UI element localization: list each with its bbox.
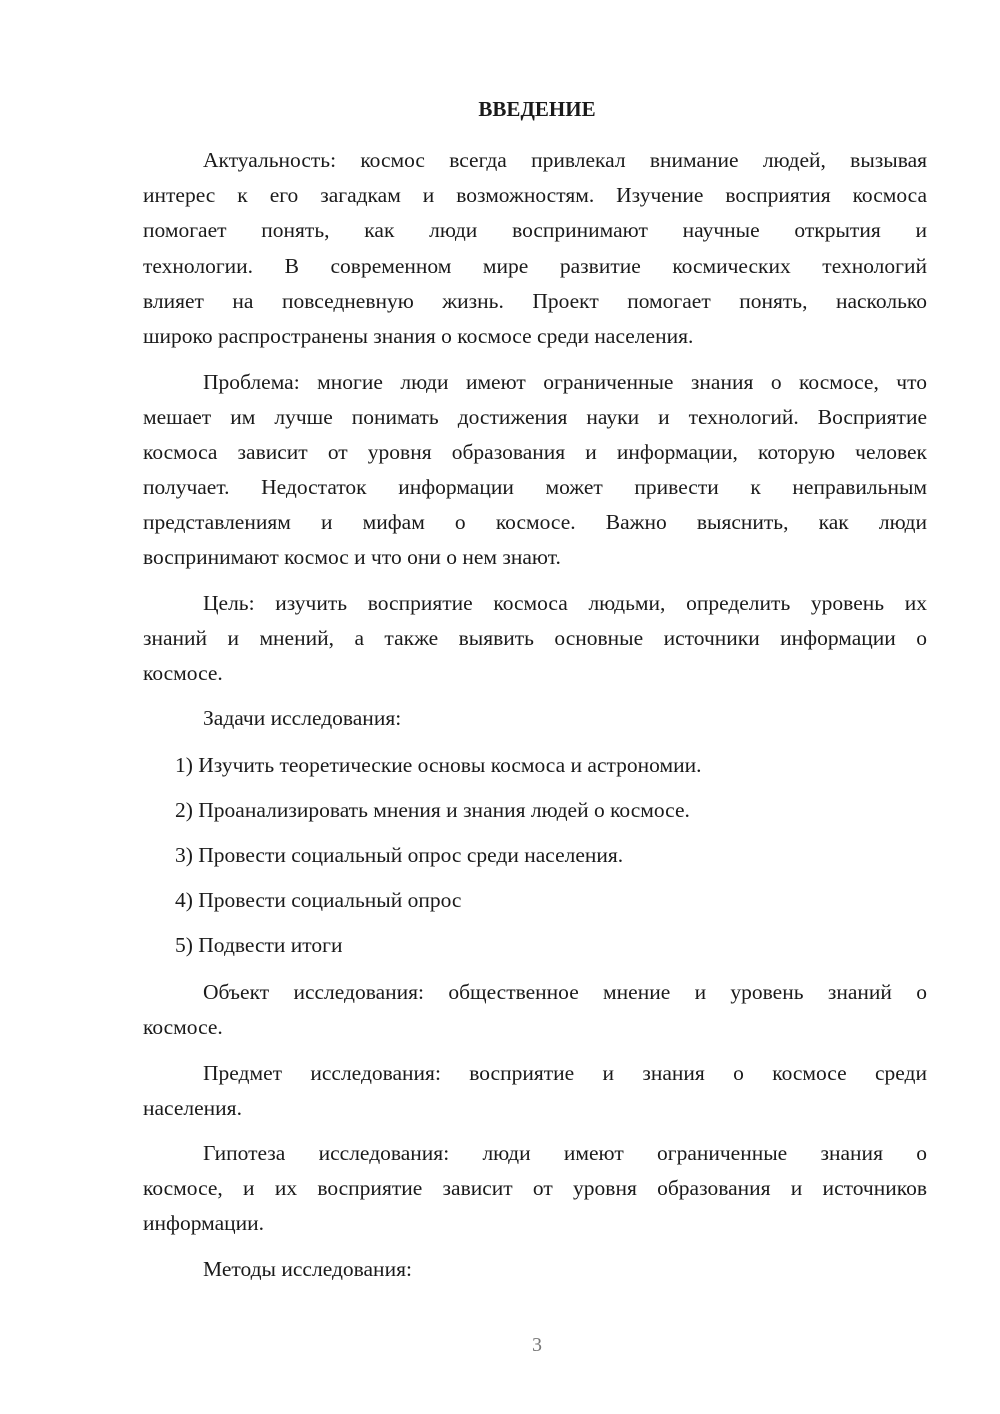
text-line: 4) Провести социальный опрос	[175, 888, 462, 912]
text-line: информации.	[143, 1211, 265, 1235]
text-line: воспринимают космос и что они о нем знают.	[143, 545, 561, 569]
text-line: Цель: изучить восприятие космоса людьми, определить уровень их	[203, 591, 927, 615]
text-line: 1) Изучить теоретические основы космоса и астрономии.	[175, 753, 702, 777]
page-number: 3	[532, 1334, 542, 1356]
text-line: космоса зависит от уровня образования и информации, которую человек	[143, 440, 927, 464]
text-line: мешает им лучше понимать достижения науки и технологий. Восприятие	[143, 405, 927, 429]
text-line: получает. Недостаток информации может привести к неправильным	[143, 475, 927, 499]
text-line: широко распространены знания о космосе среди населения.	[143, 324, 694, 348]
text-line: Проблема: многие люди имеют ограниченные знания о космосе, что	[203, 370, 927, 394]
text-line: Актуальность: космос всегда привлекал внимание людей, вызывая	[203, 148, 927, 172]
text-line: интерес к его загадкам и возможностям. Изучение восприятия космоса	[143, 183, 927, 207]
text-line: космосе.	[143, 1015, 223, 1039]
text-line: Задачи исследования:	[203, 706, 402, 730]
text-line: Гипотеза исследования: люди имеют ограниченные знания о	[203, 1141, 927, 1165]
text-line: Методы исследования:	[203, 1257, 412, 1281]
text-line: Объект исследования: общественное мнение и уровень знаний о	[203, 980, 927, 1004]
text-line: знаний и мнений, а также выявить основные источники информации о	[143, 626, 927, 650]
text-line: 3) Провести социальный опрос среди населения.	[175, 843, 624, 867]
text-line: помогает понять, как люди воспринимают научные открытия и	[143, 218, 927, 242]
text-line: населения.	[143, 1096, 242, 1120]
text-line: технологии. В современном мире развитие космических технологий	[143, 254, 927, 278]
text-line: космосе.	[143, 661, 223, 685]
text-line: 5) Подвести итоги	[175, 933, 343, 957]
text-line: представлениям и мифам о космосе. Важно выяснить, как люди	[143, 510, 927, 534]
section-title: ВВЕДЕНИЕ	[478, 97, 596, 121]
text-line: влияет на повседневную жизнь. Проект помогает понять, насколько	[143, 289, 927, 313]
text-line: космосе, и их восприятие зависит от уровня образования и источников	[143, 1176, 927, 1200]
text-line: Предмет исследования: восприятие и знания о космосе среди	[203, 1061, 927, 1085]
text-line: 2) Проанализировать мнения и знания людей о космосе.	[175, 798, 690, 822]
